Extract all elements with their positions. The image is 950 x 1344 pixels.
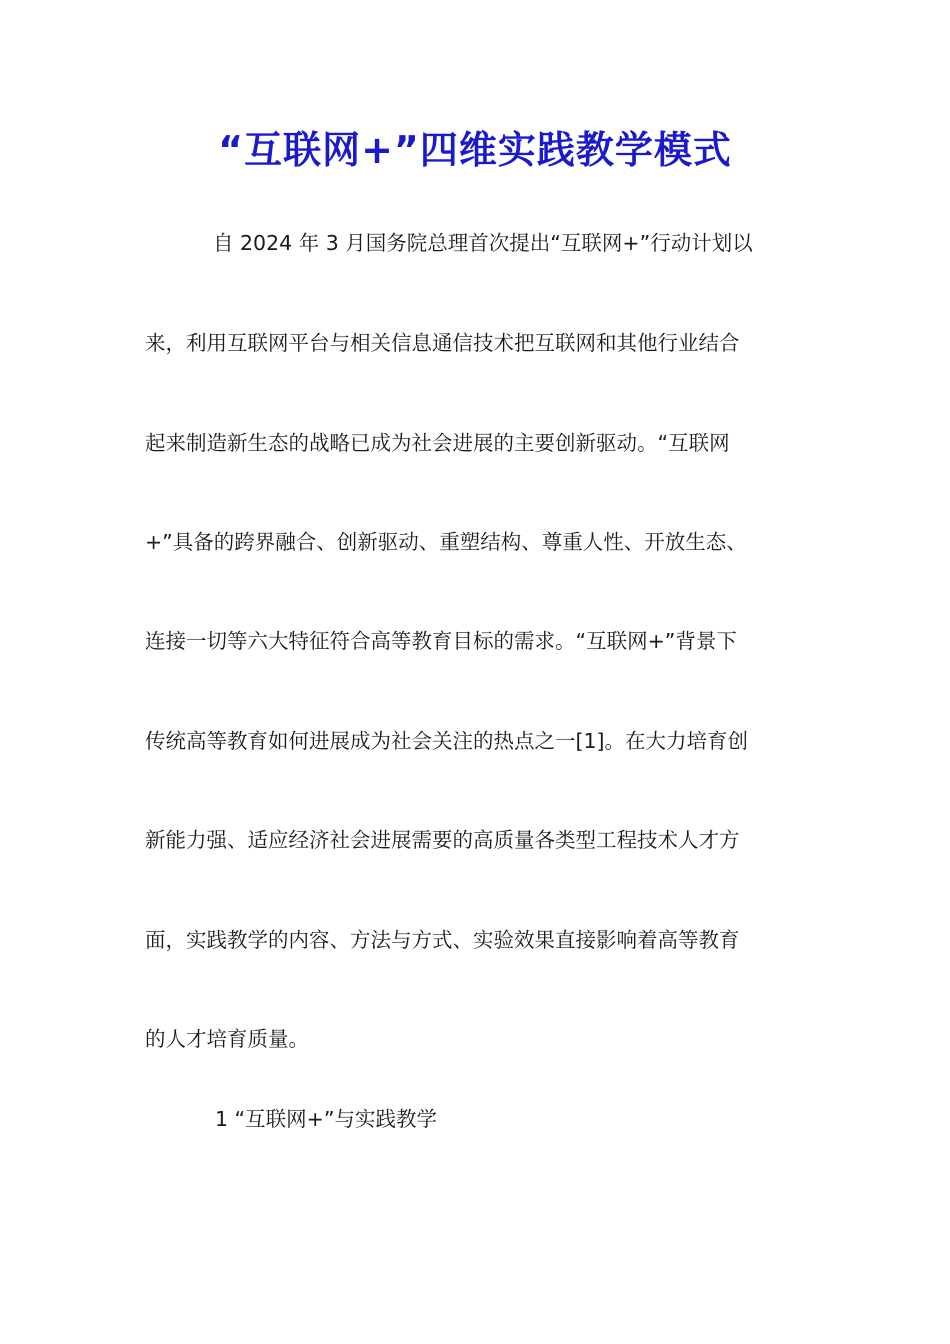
paragraph-line: 传统高等教育如何进展成为社会关注的热点之一[1]。在大力培育创: [145, 729, 749, 753]
paragraph-line: 起来制造新生态的战略已成为社会进展的主要创新驱动。“互联网: [145, 431, 730, 455]
paragraph-line: 新能力强、适应经济社会进展需要的高质量各类型工程技术人才方: [145, 828, 740, 852]
paragraph-line: 连接一切等六大特征符合高等教育目标的需求。“互联网+”背景下: [145, 629, 737, 653]
paragraph-line: 的人才培育质量。: [145, 1027, 309, 1051]
paragraph-line: 面，实践教学的内容、方法与方式、实验效果直接影响着高等教育: [145, 928, 740, 952]
paragraph-line: 来，利用互联网平台与相关信息通信技术把互联网和其他行业结合: [145, 331, 740, 355]
paragraph-line: 自 2024 年 3 月国务院总理首次提出“互联网+”行动计划以: [213, 231, 753, 255]
document-title: “互联网+”四维实践教学模式: [218, 128, 732, 172]
paragraph-line: +”具备的跨界融合、创新驱动、重塑结构、尊重人性、开放生态、: [145, 530, 747, 554]
section-heading: 1 “互联网+”与实践教学: [215, 1107, 437, 1131]
